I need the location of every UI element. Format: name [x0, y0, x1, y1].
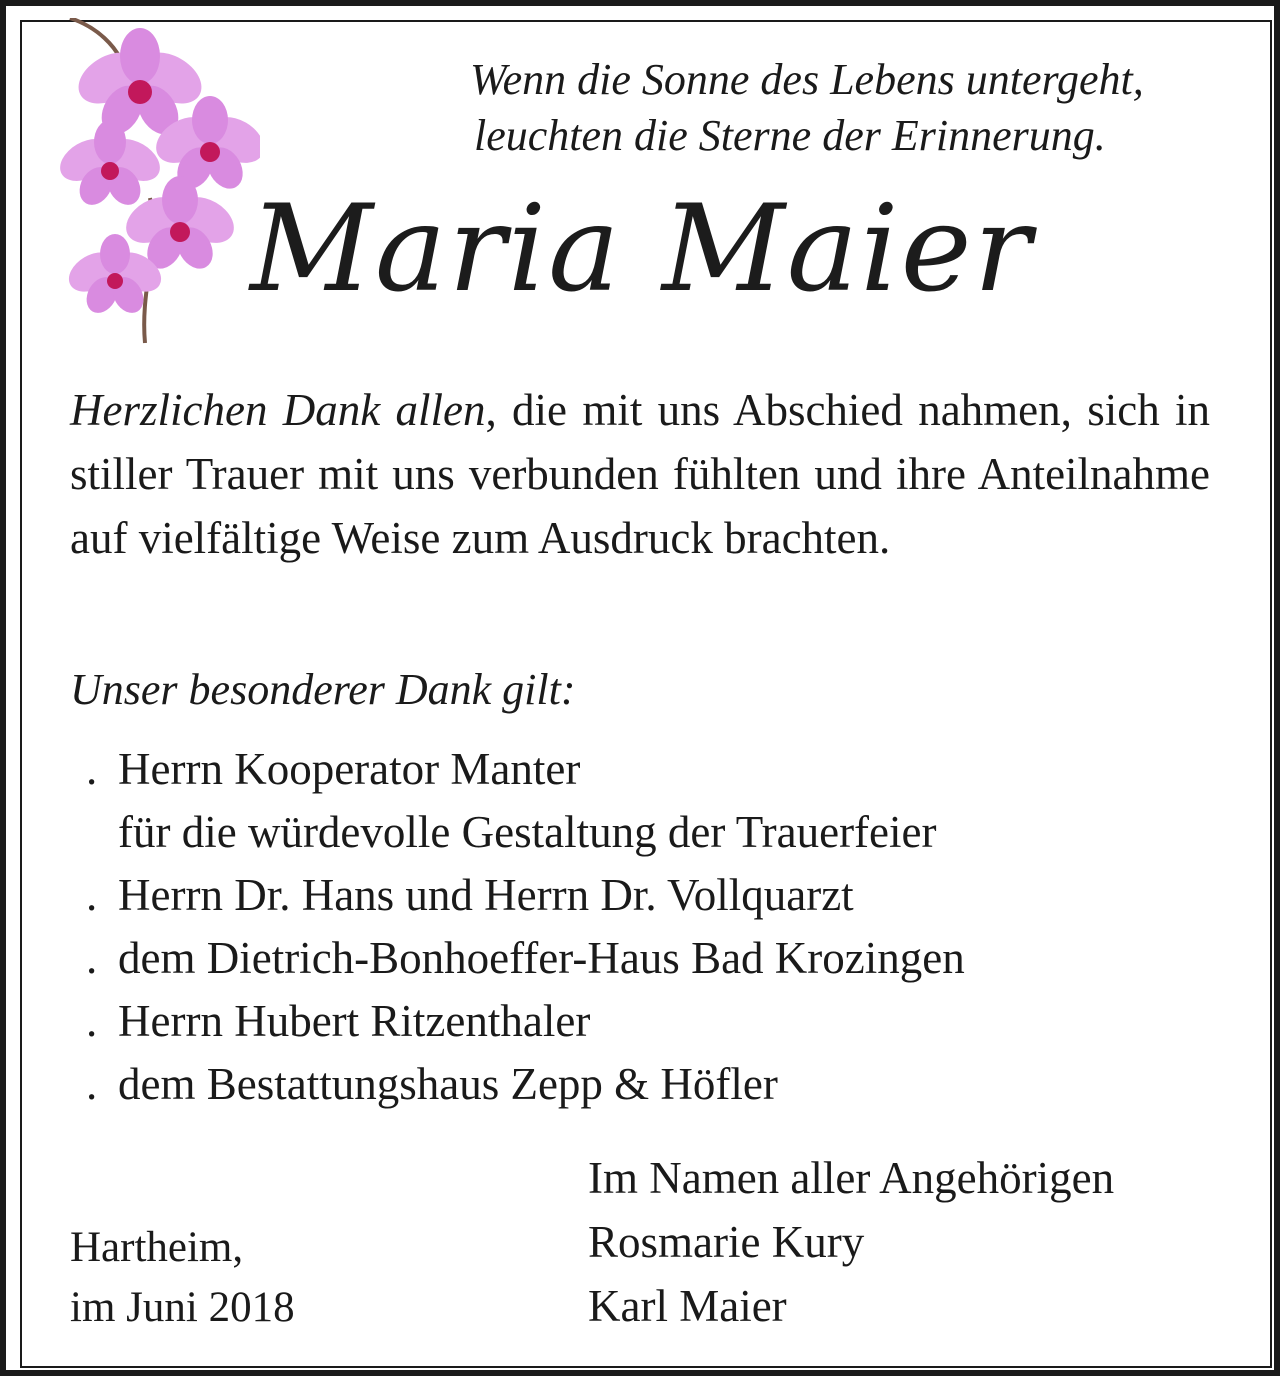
signature-intro: Im Namen aller Angehörigen — [588, 1153, 1115, 1203]
thanks-lead: Herzlichen Dank allen — [70, 385, 486, 435]
list-item — [86, 738, 1206, 801]
thanks-paragraph — [70, 378, 1210, 570]
list-bullet: . — [86, 870, 98, 920]
place: Hartheim, — [70, 1224, 244, 1271]
list-bullet: . — [86, 744, 98, 794]
list-item — [86, 927, 1206, 990]
list-bullet: . — [86, 933, 98, 983]
orchid-branch-icon — [40, 18, 260, 348]
list-item — [86, 990, 1206, 1053]
list-item-continuation: für die würdevolle Gestaltung der Trauerfeier — [118, 807, 937, 857]
thanks-rest: , die mit uns Abschied nahmen, sich in stiller Trauer mit uns verbunden fühlten und ihre Anteilnahme auf vielfältige Weise zum Ausdruck brachten. — [70, 385, 1210, 563]
special-thanks-heading: Unser besonderer Dank gilt: — [70, 665, 576, 714]
place-date — [70, 1218, 470, 1338]
list-item — [86, 1053, 1206, 1116]
signatory-name: Rosmarie Kury — [588, 1217, 865, 1267]
date: im Juni 2018 — [70, 1284, 295, 1331]
motto-line-2: leuchten die Sterne der Erinnerung. — [474, 111, 1106, 160]
list-item-text: dem Bestattungshaus Zepp & Höfler — [118, 1059, 778, 1109]
special-thanks-list — [86, 738, 1206, 1116]
list-bullet: . — [86, 1059, 98, 1109]
list-item-text: Herrn Dr. Hans und Herrn Dr. Vollquarzt — [118, 870, 854, 920]
signature-block — [588, 1146, 1228, 1338]
signatory-name: Karl Maier — [588, 1281, 787, 1331]
list-item-text: Herrn Kooperator Manter — [118, 744, 581, 794]
deceased-name: Maria Maier — [250, 180, 1034, 319]
memorial-motto — [470, 52, 1230, 164]
motto-line-1: Wenn die Sonne des Lebens untergeht, — [470, 55, 1144, 104]
list-item — [86, 864, 1206, 927]
orchid-flower — [53, 120, 167, 211]
list-bullet: . — [86, 996, 98, 1046]
list-item-text: Herrn Hubert Ritzenthaler — [118, 996, 591, 1046]
list-item-text: dem Dietrich-Bonhoeffer-Haus Bad Krozingen — [118, 933, 965, 983]
